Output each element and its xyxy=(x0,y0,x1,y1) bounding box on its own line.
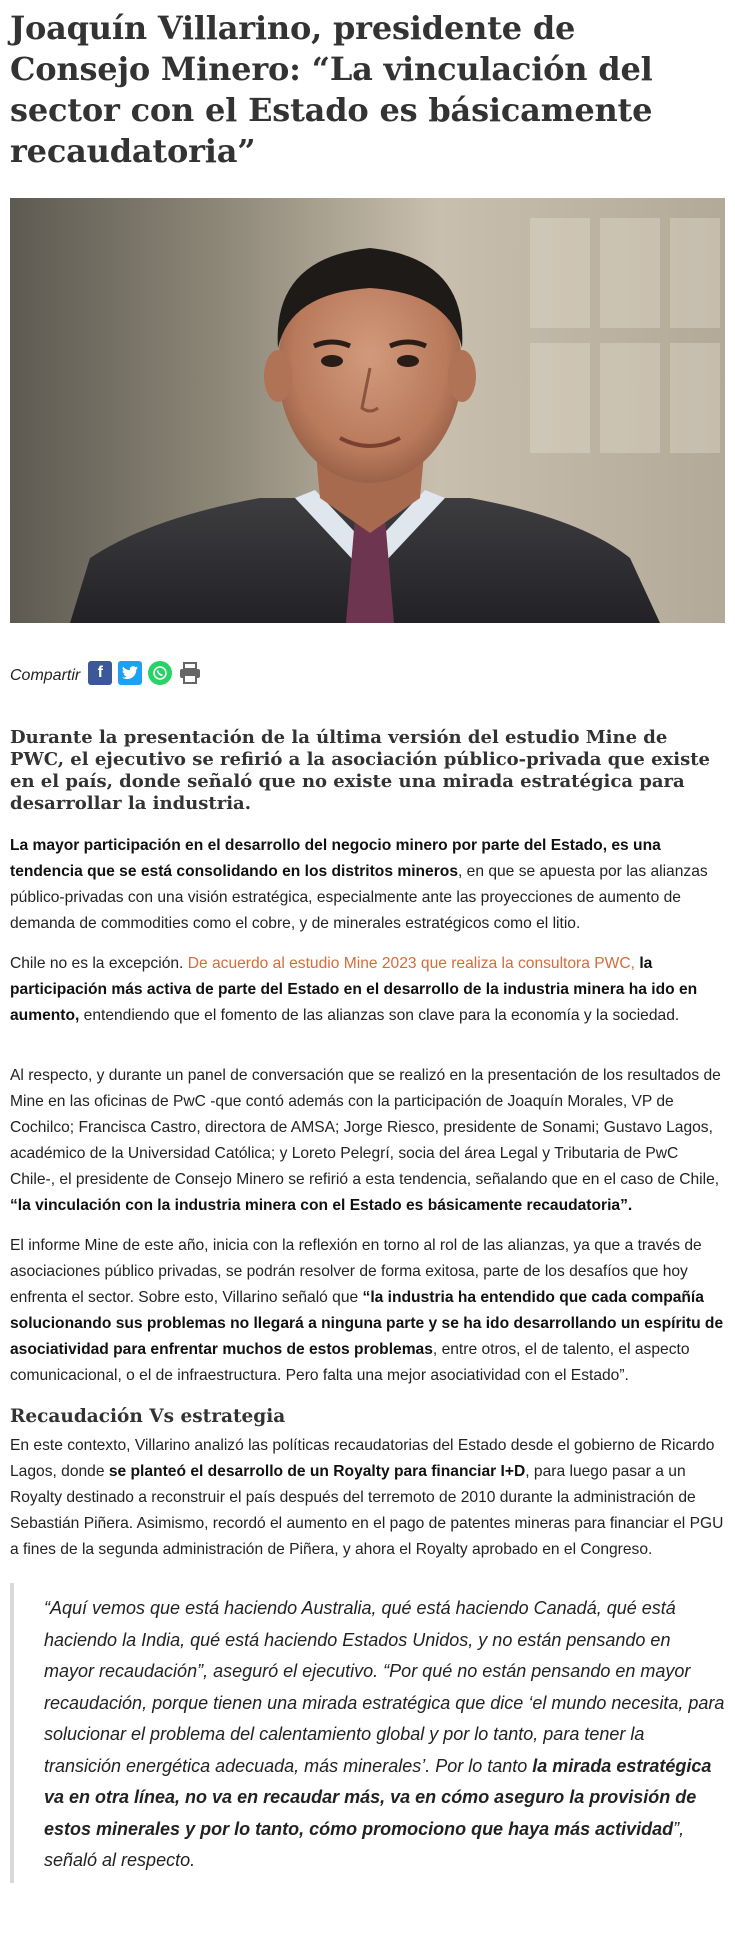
paragraph-5 xyxy=(10,1433,725,1563)
share-bar xyxy=(10,659,725,687)
quote-text: “Aquí vemos que está haciendo Australia, qué está haciendo Canadá, qué está haciendo la India, qué está haciendo Estados Unidos, y no están pensando en mayor recaudación”, aseguró el ejecutivo. “Por qué no están pensando en mayor recaudación, porque tienen una mirada estratégica que dice ‘el mundo necesita, para solucionar el problema del calentamiento global y por lo tanto, para tener la transición energética adecuada, más minerales’. Por lo tanto xyxy=(44,1598,725,1776)
paragraph-2-text-end: entendiendo que el fomento de las alianzas son clave para la economía y la sociedad. xyxy=(79,1007,680,1024)
paragraph-4-text: El informe Mine de este año, inicia con la reflexión en torno al rol de las alianzas, ya que a través de asociaciones público privadas, se podrán resolver de forma exitosa, parte de los desafíos que hoy enfrenta el sector. Sobre esto, Villarino señaló que xyxy=(10,1237,702,1306)
study-link[interactable]: De acuerdo al estudio Mine 2023 que realiza la consultora PWC, xyxy=(187,955,635,972)
article-headline: Joaquín Villarino, presidente de Consejo Minero: “La vinculación del sector con el Estado es básicamente recaudatoria” xyxy=(10,9,653,170)
paragraph-3-bold: “la vinculación con la industria minera con el Estado es básicamente recaudatoria”. xyxy=(10,1197,633,1214)
paragraph-1-text: , en que se apuesta por las alianzas público-privadas con una visión estratégica, especialmente ante las proyecciones de aumento de demanda de commodities como el cobre, y de minerales estratégicos como el litio. xyxy=(10,863,708,932)
share-label: Compartir xyxy=(10,667,81,684)
facebook-icon[interactable]: f xyxy=(88,661,112,685)
hero-image xyxy=(10,198,725,623)
paragraph-4-text-end: , entre otros, el de talento, el aspecto comunicacional, o el de infraestructura. Pero falta una mejor asociatividad con el Estado”. xyxy=(10,1341,690,1384)
quote-bold: la mirada estratégica va en otra línea, no va en recaudar más, va en cómo aseguro la provisión de estos minerales y por lo tanto, cómo promociono que haya más actividad xyxy=(44,1755,712,1839)
paragraph-5-bold: se planteó el desarrollo de un Royalty para financiar I+D xyxy=(108,1463,526,1480)
quote-text-end: ”, señaló al respecto. xyxy=(44,1818,685,1870)
paragraph-4-bold: “la industria ha entendido que cada compañía solucionando sus problemas no llegará a ninguna parte y se ha ido desarrollando un espíritu de asociatividad para enfrentar muchos de estos problemas xyxy=(10,1289,724,1358)
paragraph-2 xyxy=(10,951,725,1029)
whatsapp-icon[interactable] xyxy=(148,661,172,685)
article-lead: Durante la presentación de la última versión del estudio Mine de PWC, el ejecutivo se refirió a la asociación público-privada que existe en el país, donde señaló que no existe una mirada estratégica para desarrollar la industria. xyxy=(10,727,711,814)
section-subheading: Recaudación Vs estrategia xyxy=(10,1406,286,1427)
twitter-icon[interactable] xyxy=(118,661,142,685)
paragraph-1 xyxy=(10,833,725,937)
paragraph-3 xyxy=(10,1063,725,1219)
paragraph-1-bold: La mayor participación en el desarrollo del negocio minero por parte del Estado, es una tendencia que se está consolidando en los distritos mineros xyxy=(10,837,661,880)
paragraph-5-text-end: , para luego pasar a un Royalty destinado a reconstruir el país después del terremoto de 2010 durante la administración de Sebastián Piñera. Asimismo, recordó el aumento en el pago de patentes mineras para financiar el PGU a fines de la segunda administración de Piñera, y ahora el Royalty aprobado en el Congreso. xyxy=(10,1463,724,1558)
print-icon[interactable] xyxy=(178,661,202,685)
paragraph-2-bold: la participación más activa de parte del Estado en el desarrollo de la industria minera ha ido en aumento, xyxy=(10,955,698,1024)
paragraph-2-text: Chile no es la excepción. xyxy=(10,955,188,972)
blockquote xyxy=(10,1583,725,1883)
portrait-photo xyxy=(10,198,725,623)
paragraph-5-text: En este contexto, Villarino analizó las políticas recaudatorias del Estado desde el gobierno de Ricardo Lagos, donde xyxy=(10,1437,715,1480)
paragraph-3-text: Al respecto, y durante un panel de conversación que se realizó en la presentación de los resultados de Mine en las oficinas de PwC -que contó además con la participación de Joaquín Morales, VP de Cochilco; Francisca Castro, directora de AMSA; Jorge Riesco, presidente de Sonami; Gustavo Lagos, académico de la Universidad Católica; y Loreto Pelegrí, socia del área Legal y Tributaria de PwC Chile-, el presidente de Consejo Minero se refirió a esta tendencia, señalando que en el caso de Chile, xyxy=(10,1067,721,1188)
paragraph-4 xyxy=(10,1233,725,1389)
